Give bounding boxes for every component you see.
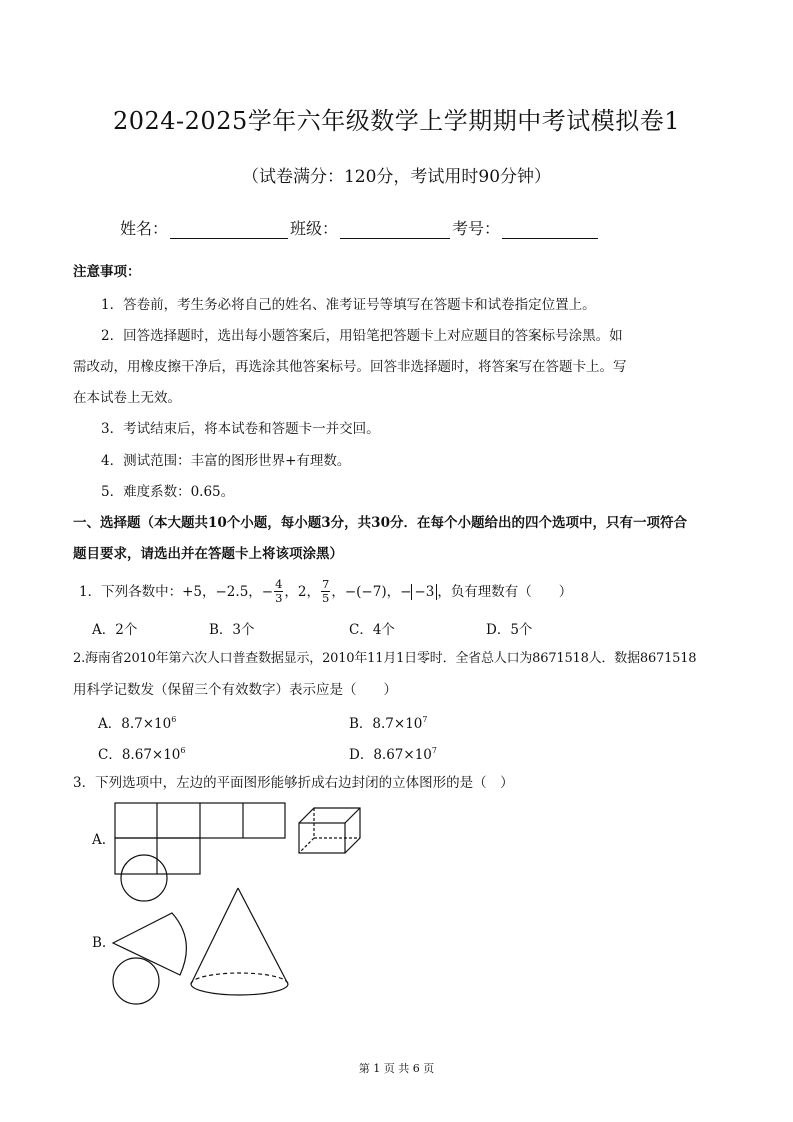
exam-number-label: 考号： bbox=[452, 219, 501, 238]
section-1-heading-line-1: 一、选择题（本大题共10个小题，每小题3分，共30分．在每个小题给出的四个选项中，只有一项符合 bbox=[73, 515, 687, 531]
exam-subtitle: （试卷满分：120分，考试用时90分钟） bbox=[241, 167, 552, 187]
question-3-stem: 3．下列选项中，左边的平面图形能够折成右边封闭的立体图形的是（ ） bbox=[73, 775, 514, 791]
q3-option-b-label[interactable]: B. bbox=[92, 935, 107, 951]
q3-option-a-net bbox=[115, 803, 285, 874]
q1-number-4-pre: 2， bbox=[297, 583, 321, 600]
cone-base-front bbox=[191, 984, 288, 995]
q1-suffix: 负有理数有（ ） bbox=[450, 583, 573, 600]
class-label: 班级： bbox=[290, 219, 339, 238]
name-label: 姓名： bbox=[120, 219, 169, 238]
cone-base-back bbox=[191, 973, 288, 984]
q1-number-5: −(−7)， bbox=[344, 583, 401, 600]
net-sector bbox=[113, 913, 186, 975]
q2-option-exponent: 7 bbox=[422, 715, 428, 724]
question-2-line-2: 用科学记数发（保留三个有效数字）表示应是（ ） bbox=[73, 682, 397, 698]
q1-fraction-denominator: 5 bbox=[322, 591, 330, 605]
q1-absolute-value: −3 bbox=[411, 584, 437, 600]
cone-side bbox=[238, 888, 288, 984]
q1-option-a[interactable]: A．2个 bbox=[92, 622, 138, 638]
q1-fraction-numerator: 4 bbox=[275, 577, 283, 591]
note-1: 1．答卷前，考生务必将自己的姓名、准考证号等填写在答题卡和试卷指定位置上。 bbox=[101, 297, 596, 313]
note-5: 5．难度系数：0.65。 bbox=[101, 484, 235, 500]
note-3: 3．考试结束后，将本试卷和答题卡一并交回。 bbox=[101, 421, 380, 437]
q1-separator: ， bbox=[437, 583, 451, 600]
q2-option-mantissa: 8.7×10 bbox=[372, 716, 423, 732]
q2-option-exponent: 6 bbox=[180, 746, 186, 755]
q2-option-exponent: 7 bbox=[431, 746, 437, 755]
note-2-line-1: 2．回答选择题时，选出每小题答案后，用铅笔把答题卡上对应题目的答案标号涂黑。如 bbox=[101, 328, 623, 344]
q3-option-a-label[interactable]: A. bbox=[92, 832, 107, 848]
q3-option-a-cube bbox=[299, 808, 360, 853]
exam-title: 2024-2025学年六年级数学上学期期中考试模拟卷1 bbox=[112, 107, 681, 135]
cube-back-edges bbox=[299, 808, 360, 853]
q1-separator: ， bbox=[284, 583, 298, 600]
q1-number-3-sign: − bbox=[261, 583, 274, 600]
q3-option-b-cone bbox=[191, 888, 288, 995]
q1-number-6-sign: − bbox=[400, 583, 412, 600]
q2-option-label: A． bbox=[98, 716, 122, 732]
note-2-line-3: 在本试卷上无效。 bbox=[73, 390, 181, 406]
q1-number-2: −2.5， bbox=[215, 583, 262, 600]
q1-option-b[interactable]: B．3个 bbox=[209, 622, 255, 638]
q2-option-mantissa: 8.67×10 bbox=[373, 747, 432, 763]
q1-number-1: +5， bbox=[182, 583, 216, 600]
section-1-heading-line-2: 题目要求，请选出并在答题卡上将该项涂黑） bbox=[73, 546, 343, 562]
note-2-line-2: 需改动，用橡皮擦干净后，再选涂其他答案标号。回答非选择题时，将答案写在答题卡上。写 bbox=[73, 359, 627, 375]
q2-option-mantissa: 8.7×10 bbox=[121, 716, 172, 732]
q3-option-b-net bbox=[113, 855, 186, 1004]
net-top-circle bbox=[121, 855, 167, 901]
cube-edge bbox=[345, 808, 360, 823]
q2-option-exponent: 6 bbox=[171, 715, 177, 724]
net-bottom-circle bbox=[113, 958, 159, 1004]
cone-side bbox=[191, 888, 238, 984]
q2-option-label: D． bbox=[349, 747, 374, 763]
q2-option-label: B． bbox=[349, 716, 373, 732]
q1-prefix: 1．下列各数中： bbox=[79, 583, 183, 600]
page-footer: 第 1 页 共 6 页 bbox=[358, 1062, 435, 1075]
notes-heading: 注意事项： bbox=[73, 264, 141, 280]
q1-option-d[interactable]: D．5个 bbox=[486, 622, 533, 638]
q2-option-mantissa: 8.67×10 bbox=[121, 747, 181, 763]
note-4: 4．测试范围：丰富的图形世界+有理数。 bbox=[101, 453, 351, 469]
q1-fraction-numerator: 7 bbox=[322, 577, 330, 591]
q2-option-label: C． bbox=[98, 747, 122, 763]
question-2-line-1: 2.海南省2010年第六次人口普查数据显示，2010年11月1日零时．全省总人口为8671518人．数据8671518 bbox=[73, 651, 697, 666]
q1-separator: ， bbox=[331, 583, 345, 600]
q1-option-c[interactable]: C．4个 bbox=[349, 622, 395, 638]
q1-fraction-denominator: 3 bbox=[275, 591, 283, 605]
cube-hidden-edges bbox=[299, 808, 360, 853]
